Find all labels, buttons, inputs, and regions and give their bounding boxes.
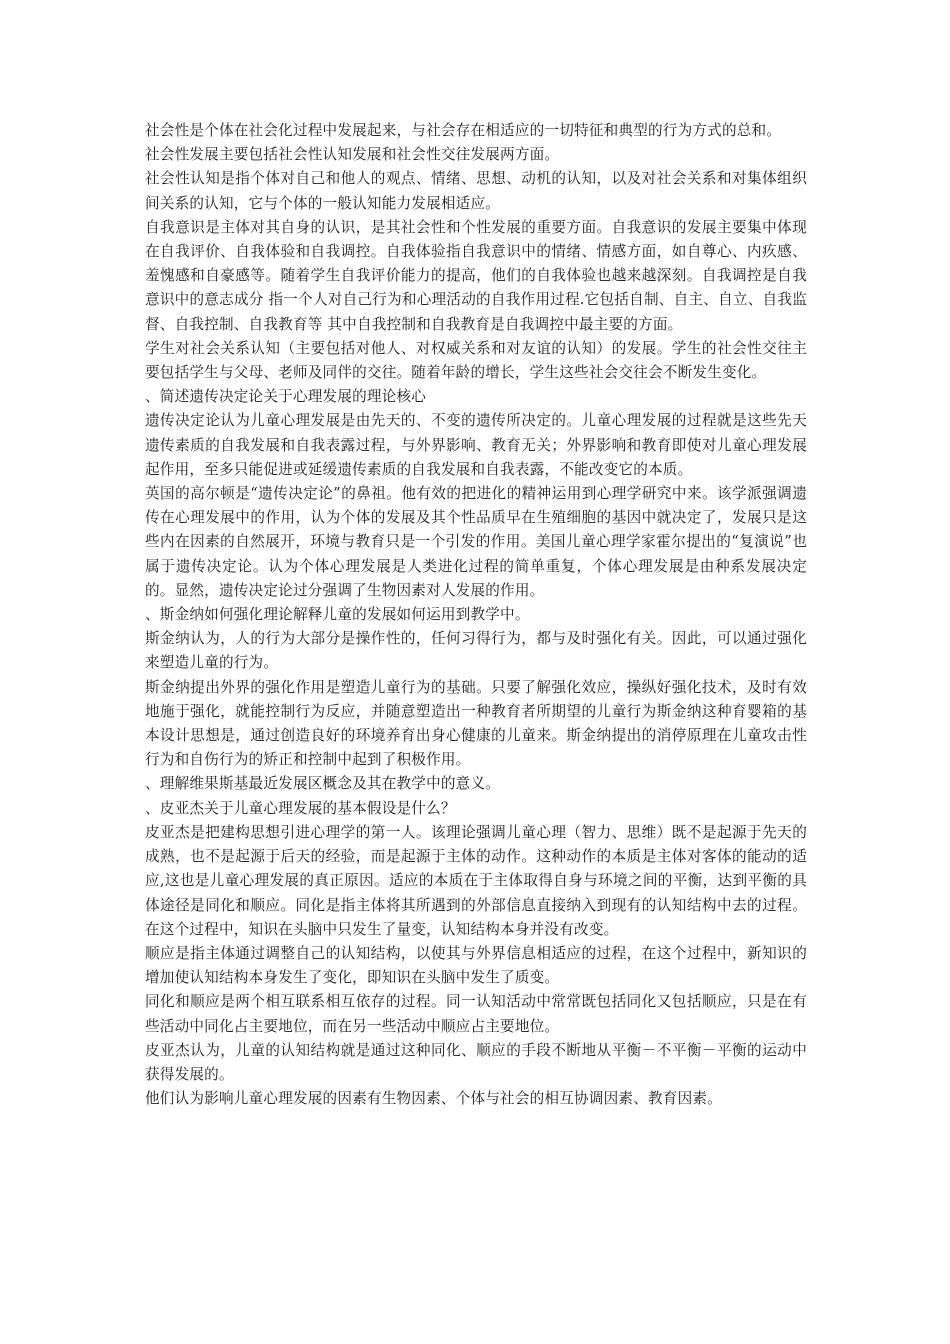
paragraph: 社会性发展主要包括社会性认知发展和社会性交往发展两方面。 bbox=[145, 146, 560, 164]
paragraph: 斯金纳提出外界的强化作用是塑造儿童行为的基础。只要了解强化效应，操纵好强化技术，及时有效地施于强化，就能控制行为反应，并随意塑造出一种教育者所期望的儿童行为斯金纳这种育婴箱的基本设计思想是，通过创造良好的环境养育出身心健康的儿童来。斯金纳提出的消停原理在儿童攻击性行为和自伤行为的矫正和控制中起到了积极作用。 bbox=[145, 678, 807, 769]
paragraph: 学生对社会关系认知（主要包括对他人、对权威关系和对友谊的认知）的发展。学生的社会性交往主要包括学生与父母、老师及同伴的交往。随着年龄的增长，学生这些社会交往会不断发生变化。 bbox=[145, 339, 807, 382]
paragraph: 同化和顺应是两个相互联系相互依存的过程。同一认知活动中常常既包括同化又包括顺应，只是在有些活动中同化占主要地位，而在另一些活动中顺应占主要地位。 bbox=[145, 993, 807, 1035]
paragraph: 斯金纳认为，人的行为大部分是操作性的，任何习得行为，都与及时强化有关。因此，可以通过强化来塑造儿童的行为。 bbox=[145, 630, 807, 672]
paragraph: 他们认为影响儿童心理发展的因素有生物因素、个体与社会的相互协调因素、教育因素。 bbox=[145, 1090, 722, 1108]
paragraph: 皮亚杰认为，儿童的认知结构就是通过这种同化、顺应的手段不断地从平衡－不平衡－平衡的运动中获得发展的。 bbox=[145, 1041, 807, 1083]
paragraph: 英国的高尔顿是“遗传决定论”的鼻祖。他有效的把进化的精神运用到心理学研究中来。该学派强调遗传在心理发展中的作用，认为个体的发展及其个性品质早在生殖细胞的基因中就决定了，发展只是这些内在因素的自然展开，环境与教育只是一个引发的作用。美国儿童心理学家霍尔提出的“复演说”也属于遗传决定论。认为个体心理发展是人类进化过程的简单重复，个体心理发展是由种系发展决定的。显然，遗传决定论过分强调了生物因素对人发展的作用。 bbox=[145, 485, 807, 599]
section-heading: 、皮亚杰关于儿童心理发展的基本假设是什么？ bbox=[145, 799, 456, 817]
paragraph: 社会性认知是指个体对自己和他人的观点、情绪、思想、动机的认知，以及对社会关系和对集体组织间关系的认知，它与个体的一般认知能力发展相适应。 bbox=[145, 170, 807, 212]
paragraph: 自我意识是主体对其自身的认识，是其社会性和个性发展的重要方面。自我意识的发展主要集中体现在自我评价、自我体验和自我调控。自我体验指自我意识中的情绪、情感方面，如自尊心、内疚感、羞愧感和自豪感等。随着学生自我评价能力的提高，他们的自我体验也越来越深刻。自我调控是自我意识中的意志成分 指一个人对自己行为和心理活动的自我作用过程.它包括自制、自主、自立、自我监督、自我控制、自我教育等 其中自我控制和自我教育是自我调控中最主要的方面。 bbox=[145, 218, 807, 333]
document-body bbox=[145, 119, 807, 1111]
section-heading: 、理解维果斯基最近发展区概念及其在教学中的意义。 bbox=[145, 775, 501, 793]
paragraph: 遗传决定论认为儿童心理发展是由先天的、不变的遗传所决定的。儿童心理发展的过程就是这些先天遗传素质的自我发展和自我表露过程，与外界影响、教育无关；外界影响和教育即使对儿童心理发展起作用，至多只能促进或延缓遗传素质的自我发展和自我表露，不能改变它的本质。 bbox=[145, 412, 807, 478]
paragraph: 社会性是个体在社会化过程中发展起来，与社会存在相适应的一切特征和典型的行为方式的总和。 bbox=[145, 122, 782, 139]
section-heading: 、简述遗传决定论关于心理发展的理论核心 bbox=[145, 388, 427, 406]
section-heading: 、斯金纳如何强化理论解释儿童的发展如何运用到教学中。 bbox=[145, 606, 530, 624]
paragraph: 顺应是指主体通过调整自己的认知结构，以使其与外界信息相适应的过程，在这个过程中，新知识的增加使认知结构本身发生了变化，即知识在头脑中发生了质变。 bbox=[145, 944, 807, 987]
paragraph: 皮亚杰是把建构思想引进心理学的第一人。该理论强调儿童心理（智力、思维）既不是起源于先天的成熟，也不是起源于后天的经验，而是起源于主体的动作。这种动作的本质是主体对客体的能动的适应,这也是儿童心理发展的真正原因。适应的本质在于主体取得自身与环境之间的平衡，达到平衡的具体途径是同化和顺应。同化是指主体将其所遇到的外部信息直接纳入到现有的认知结构中去的过程。在这个过程中，知识在头脑中只发生了量变，认知结构本身并没有改变。 bbox=[145, 823, 807, 938]
